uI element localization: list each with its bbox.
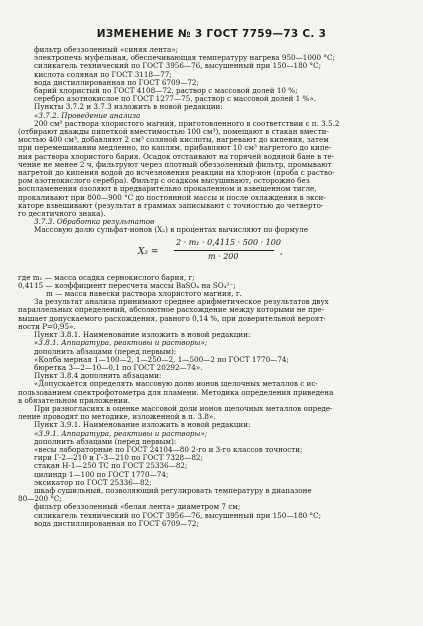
text-line: дополнить абзацами (перед первым):	[34, 347, 177, 356]
text-line: электропечь муфельная, обеспечивающая температуру нагрева 950—1000 °С;	[34, 54, 335, 63]
text-line: ния раствора хлористого бария. Осадок отстаивают на горячей водяной бане в те-	[18, 152, 335, 161]
text-line: ности P=0,95».	[18, 322, 76, 331]
text-line: силикагель технический по ГОСТ 3956—76, высушенный при 150—180 °С;	[34, 62, 322, 71]
text-line: 200 см³ раствора хлористого магния, приготовленного в соответствии с п. 3.5.2	[34, 119, 340, 128]
text-line: стакан Н-1—250 ТС по ГОСТ 25336—82;	[34, 462, 188, 471]
text-line: m — масса навески раствора хлористого магния, г.	[46, 290, 242, 299]
text-line: воспламенения озоляют в предварительно прокаленном и взвешенном тигле,	[18, 185, 317, 194]
formula	[18, 237, 408, 271]
text-line: вышает допускаемого расхождения, равного 0,14 %, при доверительной вероят-	[18, 314, 326, 323]
text-line: серебро азотнокислое по ГОСТ 1277—75, раствор с массовой долей 1 %».	[34, 95, 317, 104]
text-line: фильтр обеззоленный «синяя лента»;	[34, 46, 179, 54]
text-line: вода дистиллированная по ГОСТ 6709—72;	[34, 78, 199, 87]
formula-numerator: 2 · m₁ · 0,4115 · 500 · 100	[176, 237, 281, 247]
text-line: шкаф сушильный, позволяющий регулировать температуру в диапазоне	[34, 486, 312, 495]
text-line: в обязательном приложении.	[18, 396, 131, 405]
text-line: дополнить абзацами (перед первым):	[34, 437, 177, 446]
text-line: нагретой до кипения водой до исчезновения реакции на хлор-ион (проба с раство-	[18, 169, 335, 178]
section-heading: «3.8.1. Аппаратура, реактивы и растворы»;	[34, 339, 208, 348]
text-line: где m₁ — масса осадка сернокислого бария, г;	[18, 273, 195, 282]
section-heading: «3.7.2. Проведение анализа	[34, 111, 141, 120]
text-line: параллельных определений, абсолютное расхождение между которыми не пре-	[18, 306, 325, 315]
fraction-bar	[174, 250, 274, 251]
text-line: при перемешивании медленно, по каплям, прибавляют 10 см³ нагретого до кипе-	[18, 144, 332, 153]
document-body	[18, 46, 408, 528]
text-line: барий хлористый по ГОСТ 4108—72, раствор с массовой долей 10 %;	[34, 87, 298, 96]
text-line: ром азотнокислого серебра). Фильтр с осадком высушивают, осторожно без	[18, 177, 310, 186]
page-header: ИЗМЕНЕНИЕ № 3 ГОСТ 7759—73 С. 3	[96, 28, 327, 40]
text-line: бюретка 3—2—10—0,1 по ГОСТ 20292—74».	[34, 363, 203, 372]
text-line: гири Г-2—210 и Г-3—210 по ГОСТ 7328—82;	[34, 454, 203, 463]
text-line: «Колба мерная 1—100—2, 1—250—2, 1—500—2 по ГОСТ 1770—74;	[34, 355, 289, 364]
text-line: При разногласиях в оценке массовой доли ионов щелочных металлов опреде-	[34, 404, 333, 413]
section-heading: 3.7.3. Обработка результатов	[34, 218, 155, 227]
formula-denominator: m · 200	[208, 251, 239, 261]
text-line: «весы лабораторные по ГОСТ 24104—80 2-го и 3-го классов точности;	[34, 445, 303, 454]
text-line: вода дистиллированная по ГОСТ 6709—72;	[34, 519, 199, 528]
text-line: (отбирают дважды пипеткой вместимостью 100 см³), помещают в стакан вмести-	[18, 128, 329, 137]
text-line: Массовую долю сульфат-ионов (X₂) в процентах вычисляют по формуле	[34, 226, 309, 235]
text-line: эксикатор по ГОСТ 25336—82;	[34, 478, 152, 487]
text-line: кислота соляная по ГОСТ 3118—77;	[34, 70, 172, 79]
text-line: го десятичного знака).	[18, 210, 106, 219]
formula-tail: ,	[280, 246, 283, 256]
text-line: За результат анализа принимают среднее арифметическое результатов двух	[34, 298, 329, 307]
text-line: прокаливают при 800—900 °С до постоянной массы и после охлаждения в экси-	[18, 193, 326, 202]
text-line: силикагель технический по ГОСТ 3956—76, высушенный при 150—180 °С;	[34, 511, 322, 520]
text-line: «Допускается определять массовую долю ионов щелочных металлов с ис-	[34, 380, 318, 389]
text-line: ление проводят по методике, изложенной в п. 3.8».	[18, 413, 216, 422]
text-line: Пункт 3.8.1. Наименование изложить в новой редакции:	[34, 331, 251, 340]
text-line: каторе взвешивают (результат в граммах записывают с точностью до четверто-	[18, 201, 324, 210]
text-line: 0,4115 — коэффициент пересчета массы BaSO₄ на SO₄²⁻;	[18, 281, 236, 290]
text-line: мостью 400 см³, добавляют 2 см³ соляной кислоты, нагревают до кипения, затем	[18, 136, 329, 145]
text-line: Пункт 3.9.1. Наименование изложить в новой редакции:	[34, 421, 251, 430]
text-line: цилиндр 1—100 по ГОСТ 1770—74;	[34, 470, 169, 479]
text-line: фильтр обеззоленный «белая лента» диаметром 7 см;	[34, 503, 241, 512]
section-heading: «3.9.1. Аппаратура, реактивы и растворы»;	[34, 429, 208, 438]
text-line: Пункты 3.7.2 и 3.7.3 изложить в новой редакции:	[34, 103, 223, 112]
text-line: пользованием спектрофотометра для пламени. Методика определения приведена	[18, 388, 334, 397]
text-line: Пункт 3.8.4 дополнить абзацами:	[34, 372, 162, 381]
formula-lhs: X₂ =	[138, 246, 159, 257]
text-line: чение не менее 2 ч, фильтруют через плотный обеззоленный фильтр, промывают	[18, 160, 332, 169]
text-line: 80—200 °С;	[18, 495, 62, 504]
